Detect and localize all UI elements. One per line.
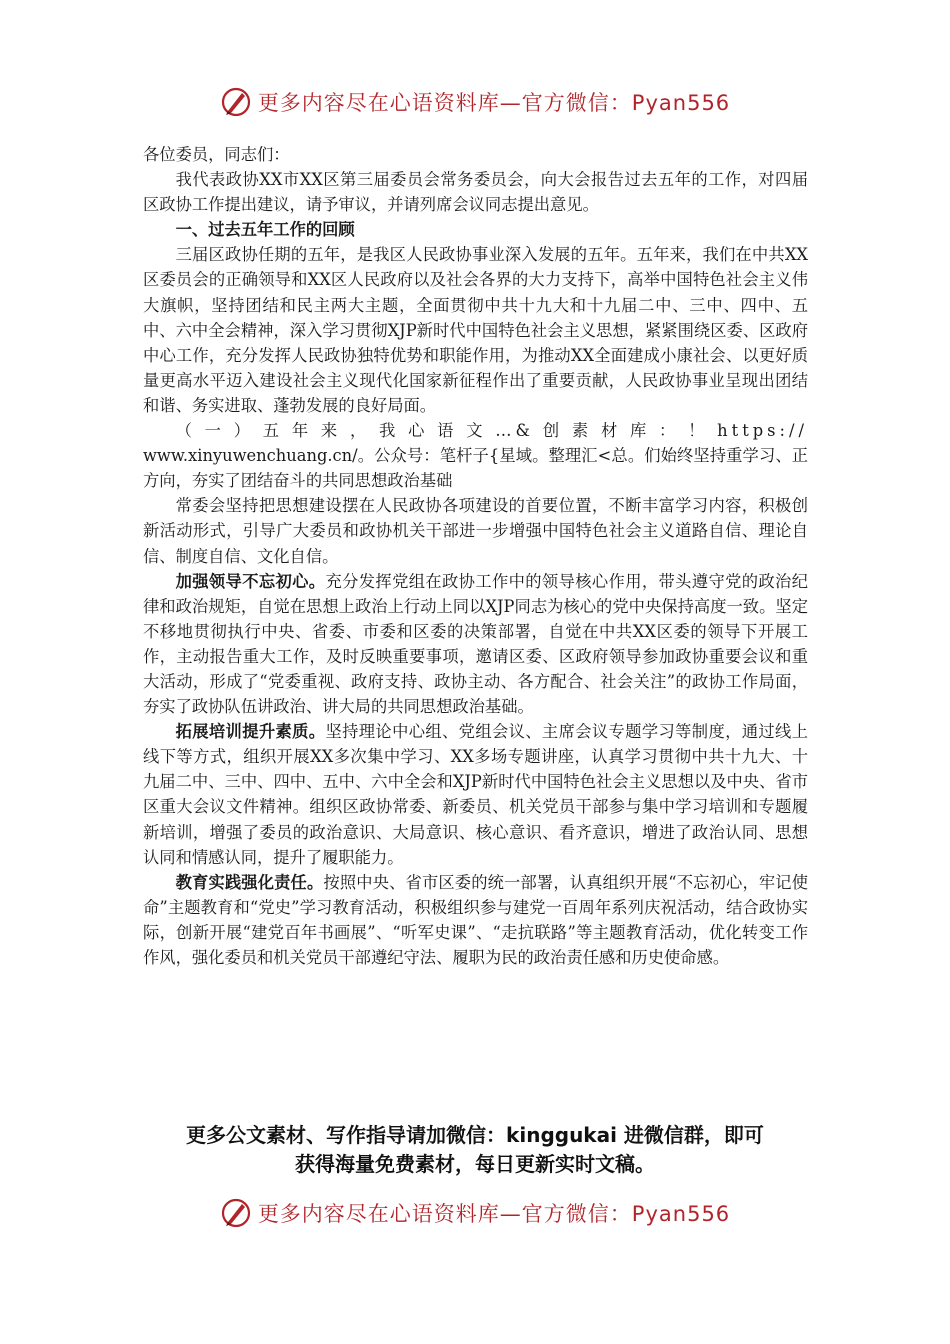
intro-paragraph: 我代表政协XX市XX区第三届委员会常务委员会，向大会报告过去五年的工作，对四届区政协工作提出建议，请予审议，并请列席会议同志提出意见。	[143, 170, 808, 215]
pen-logo-icon	[220, 1197, 252, 1229]
subsection-1-line-2: www.xinyuwenchuang.cn/。公众号：笔杆子{星域。整理汇<总。们始终坚持重学习、正方向，夯实了团结奋斗的共同思想政治基础	[143, 446, 808, 491]
paragraph-education	[143, 870, 808, 970]
section-1-title: 一、过去五年工作的回顾	[175, 220, 355, 240]
lead-heading-1: 加强领导不忘初心。	[175, 571, 326, 591]
paragraph-2-text: 坚持理论中心组、党组会议、主席会议专题学习等制度，通过线上线下等方式，组织开展XX多次集中学习、XX多场专题讲座，认真学习贯彻中共十九大、十九届二中、三中、四中、五中、六中全会和XJP新时代中国特色社会主义思想以及中央、省市区重大会议文件精神。组织区政协常委、新委员、机关党员干部参与集中学习培训和专题履新培训，增强了委员的政治意识、大局意识、核心意识、看齐意识，增进了政治认同、思想认同和情感认同，提升了履职能力。	[143, 722, 808, 867]
header-banner	[0, 80, 950, 124]
lead-heading-3: 教育实践强化责任。	[175, 872, 324, 892]
study-paragraph: 常委会坚持把思想建设摆在人民政协各项建设的首要位置，不断丰富学习内容，积极创新活动形式，引导广大委员和政协机关干部进一步增强中国特色社会主义道路自信、理论自信、制度自信、文化自信。	[143, 496, 808, 566]
paragraph-training	[143, 719, 808, 870]
banner-text: 更多内容尽在心语资料库—官方微信：Pyan556	[257, 1202, 731, 1226]
section-1-paragraph: 三届区政协任期的五年，是我区人民政协事业深入发展的五年。五年来，我们在中共XX区委员会的正确领导和XX区人民政府以及社会各界的大力支持下，高举中国特色社会主义伟大旗帜，坚持团结和民主两大主题，全面贯彻中共十九大和十九届二中、三中、四中、五中、六中全会精神，深入学习贯彻XJP新时代中国特色社会主义思想，紧紧围绕区委、区政府中心工作，充分发挥人民政协独特优势和职能作用，为推动XX全面建成小康社会、以更好质量更高水平迈入建设社会主义现代化国家新征程作出了重要贡献，人民政协事业呈现出团结和谐、务实进取、蓬勃发展的良好局面。	[143, 245, 808, 415]
paragraph-1-text: 充分发挥党组在政协工作中的领导核心作用，带头遵守党的政治纪律和政治规矩，自觉在思想上政治上行动上同以XJP同志为核心的党中央保持高度一致。坚定不移地贯彻执行中央、省委、市委和区委的决策部署，自觉在中共XX区委的领导下开展工作，主动报告重大工作，及时反映重要事项，邀请区委、区政府领导参加政协重要会议和重大活动，形成了“党委重视、政府支持、政协主动、各方配合、社会关注”的政协工作局面，夯实了政协队伍讲政治、讲大局的共同思想政治基础。	[143, 571, 808, 717]
footer-banner	[0, 1191, 950, 1235]
banner-text: 更多内容尽在心语资料库—官方微信：Pyan556	[257, 91, 731, 115]
pen-logo-icon	[220, 86, 252, 118]
paragraph-3-text: 按照中央、省市区委的统一部署，认真组织开展“不忘初心，牢记使命”主题教育和“党史”学习教育活动，积极组织参与建党一百周年系列庆祝活动，结合政协实际，创新开展“建党百年书画展”、“听军史课”、“走抗联路”等主题教育活动，优化转变工作作风，强化委员和机关党员干部遵纪守法、履职为民的政治责任感和历史使命感。	[143, 872, 808, 967]
paragraph-leadership	[143, 569, 808, 720]
report-body	[143, 142, 808, 970]
salutation: 各位委员，同志们：	[143, 145, 290, 164]
subsection-1-line-1: （一）五年来，我心语文…&创素材库：！https://	[175, 421, 808, 441]
lead-heading-2: 拓展培训提升素质。	[175, 722, 326, 742]
footer-note	[95, 1121, 855, 1179]
footer-note-line-1: 更多公文素材、写作指导请加微信：kinggukai 进微信群，即可	[186, 1123, 764, 1147]
footer-note-line-2: 获得海量免费素材，每日更新实时文稿。	[295, 1152, 655, 1176]
